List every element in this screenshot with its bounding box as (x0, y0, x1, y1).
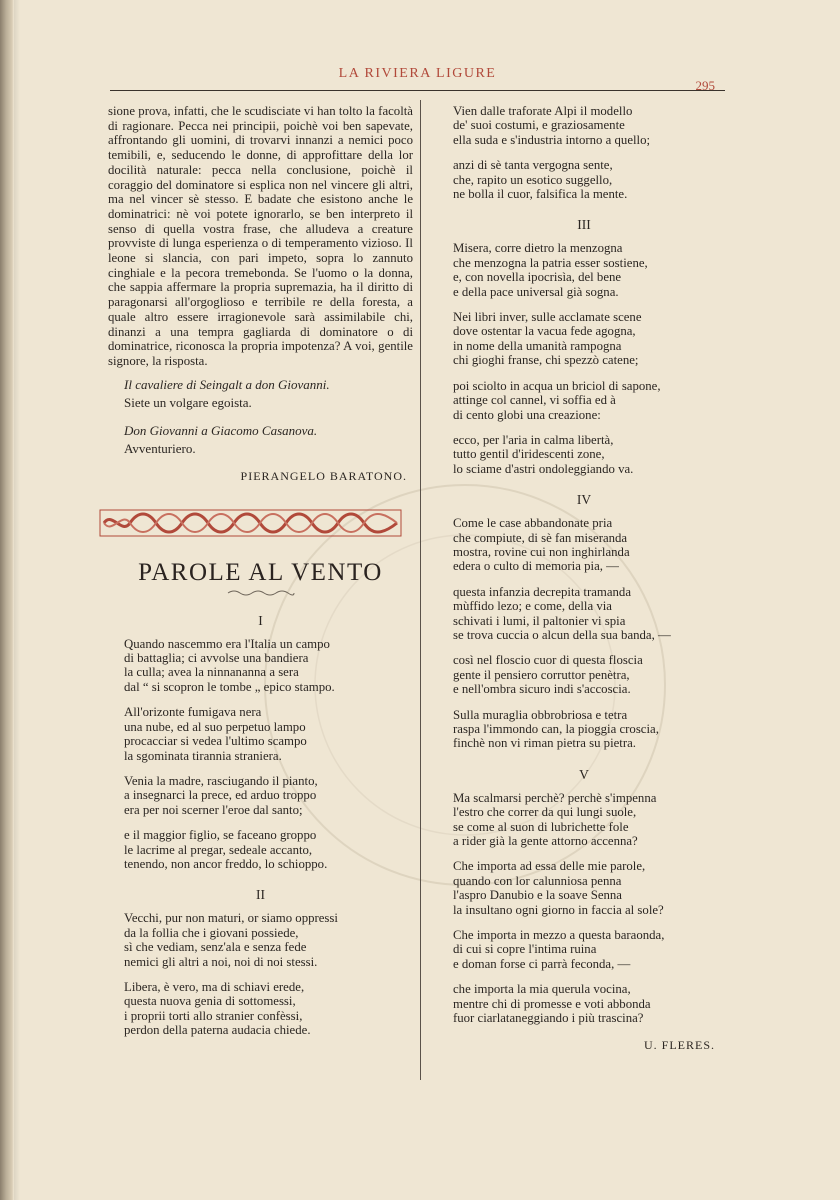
poem-line: Libera, è vero, ma di schiavi erede, (124, 979, 305, 994)
poem-line: mostra, rovine cui non inghirlanda (453, 544, 630, 559)
essay-conclusion-text: sione prova, infatti, che le scudisciate vi han tolto la facoltà di ragionare. Pecca nei principii, poichè voi ben sapevate, affrontando gli uomini, di trovarvi innanzi a nemici poco temibili, e, seducendo le donne, di approfittare della lor docilità naturale: pecca nella conclusione, poichè il coraggio del dominatore si esplica non nel vincere gli altri, ma nel vincer sè stesso. E badate che esistono anche le dominatrici: nè voi potete ignorarlo, se ben interpreto il senso di quella vostra frase, che alludeva a creature provviste di lunga esperienza o di temperamento vizioso. Il leone si slancia, con pari impeto, sopra lo zannuto cinghiale e la pecora tremebonda. Se l'uomo o la donna, che sappia affermare la propria supremazia, ha il diritto di paragonarsi all'orgoglioso e terribile re della foresta, a quale altro essere irragionevole sarà assimilabile chi, dinanzi a una tempra gagliarda di dominatore o di dominatrice, riconosca la propria impotenza? A voi, gentile signore, la risposta. (108, 104, 413, 368)
poem-line: poi sciolto in acqua un briciol di sapone, (453, 378, 661, 393)
title-flourish (226, 589, 296, 597)
poem-line: finchè non vi riman pietra su pietra. (453, 736, 637, 751)
poem-stanza (453, 928, 715, 971)
poem-line: All'orizonte fumigava nera (124, 705, 262, 720)
poem-line: e doman forse ci parrà feconda, — (453, 956, 631, 971)
poem-line: quando con lor calunniosa penna (453, 873, 622, 888)
poem-stanza (453, 653, 715, 696)
poem-line: che compiute, di sè fan miseranda (453, 530, 628, 545)
poem-stanza (453, 585, 715, 643)
running-header (110, 62, 725, 92)
poem-line: tenendo, non ancor freddo, lo schioppo. (124, 856, 328, 871)
poem-line: che importa la mia querula vocina, (453, 982, 631, 997)
dialog-speaker: Don Giovanni a Giacomo Casanova. (124, 422, 318, 438)
poem-stanza (453, 104, 715, 147)
author-signature: U. FLERES. (643, 1037, 715, 1052)
poem-line: gente il pensiero corruttor penètra, (453, 667, 630, 682)
poem-stanza (453, 516, 715, 574)
section-numeral: I (258, 612, 263, 628)
poem-stanza (453, 241, 715, 299)
poem-section (108, 911, 413, 1037)
poem-line: ella suda e s'industria intorno a quello; (453, 132, 651, 147)
poem-line: perdon della paterna audacia chiede. (124, 1023, 311, 1038)
poem-line: procacciar si vedea l'ultimo scampo (124, 734, 307, 749)
poem-line: che menzogna la patria esser sostiene, (453, 255, 648, 270)
poem-line: Che importa in mezzo a questa baraonda, (453, 928, 665, 943)
dialog-reply: Siete un volgare egoista. (124, 394, 252, 410)
poem-stanza (108, 705, 413, 763)
poem-line: schivati i lumi, il paltonier vi spia (453, 613, 626, 628)
poem-stanza (108, 980, 413, 1038)
poem-line: Vien dalle traforate Alpi il modello (453, 104, 633, 118)
poem-line: dove ostentar la vacua fede agogna, (453, 324, 636, 339)
section-numeral: II (256, 887, 265, 903)
poem-stanza (453, 310, 715, 368)
poem-line: Ma scalmarsi perchè? perchè s'impenna (453, 790, 657, 805)
poem-line: la sgominata tirannia straniera. (124, 748, 282, 763)
poem-line: ecco, per l'aria in calma libertà, (453, 432, 614, 447)
author-signature: PIERANGELO BARATONO. (240, 468, 407, 483)
poem-line: la culla; avea la ninnananna a sera (124, 665, 299, 680)
poem-line: era per noi scerner l'eroe dal santo; (124, 802, 303, 817)
poem-line: le lacrime al pregar, sedeale accanto, (124, 842, 313, 857)
poem-title: PAROLE AL VENTO (138, 558, 383, 586)
page-number: 295 (695, 78, 715, 93)
poem-line: a insegnarci la prece, ed arduo troppo (124, 788, 317, 803)
poem-stanza (453, 158, 715, 201)
poem-line: se trova cuccia o alcun della sua banda, — (453, 627, 671, 642)
poem-line: Come le case abbandonate pria (453, 516, 613, 531)
poem-line: anzi di sè tanta vergogna sente, (453, 158, 613, 173)
dialog-reply: Avventuriero. (124, 440, 196, 456)
poem-line: mùffido lezo; e come, della via (453, 599, 612, 614)
poem-line: a rider già la gente attorno accenna? (453, 834, 638, 849)
poem-line: Sulla muraglia obbrobriosa e tetra (453, 707, 628, 722)
poem-line: di cui si copre l'intima ruina (453, 942, 597, 957)
poem-line: una nube, ed al suo perpetuo lampo (124, 719, 306, 734)
poem-section (453, 104, 715, 201)
poem-line: edera o culto di memoria pia, — (453, 559, 619, 574)
right-column (453, 104, 715, 1053)
poem-line: Quando nascemmo era l'Italia un campo (124, 636, 330, 651)
left-column (108, 104, 413, 1049)
poem-line: de' suoi costumi, e graziosamente (453, 118, 625, 133)
poem-line: raspa l'immondo can, la pioggia croscia, (453, 722, 659, 736)
poem-stanza (108, 911, 413, 969)
journal-title: LA RIVIERA LIGURE (338, 66, 497, 81)
dialog-block (108, 377, 413, 457)
poem-stanza (453, 708, 715, 751)
column-divider (420, 100, 421, 1080)
poem-line: l'estro che correr da qui lungi suole, (453, 805, 637, 820)
poem-line: tutto gentil d'iridescenti zone, (453, 447, 605, 462)
poem-line: questa infanzia decrepita tramanda (453, 584, 631, 599)
dialog-speaker: Il cavaliere di Seingalt a don Giovanni. (124, 376, 330, 392)
poem-stanza (453, 379, 715, 422)
poem-line: di battaglia; ci avvolse una bandiera (124, 651, 309, 666)
poem-section (108, 637, 413, 872)
poem-line: mentre chi di promesse e voti abbonda (453, 996, 651, 1011)
page-fold-shadow (14, 0, 20, 1200)
poem-stanza (453, 791, 715, 849)
poem-line: la insultano ogni giorno in faccia al sole? (453, 902, 664, 917)
decorative-ornament-band (98, 506, 403, 540)
poem-section (453, 516, 715, 751)
poem-section (453, 791, 715, 1026)
poem-line: di cento globi una creazione: (453, 407, 601, 422)
poem-stanza (453, 982, 715, 1025)
poem-line: in nome della umanità rampogna (453, 338, 622, 353)
poem-line: se come al suon di lubrichette fole (453, 819, 629, 834)
poem-line: così nel floscio cuor di questa floscia (453, 653, 643, 668)
poem-stanza (108, 637, 413, 695)
poem-section (453, 241, 715, 476)
poem-line: e nell'ombra sicuro indi s'accoscia. (453, 682, 631, 697)
poem-line: ne bolla il cuor, falsifica la mente. (453, 187, 628, 202)
poem-line: e, con novella ipocrisìa, del bene (453, 270, 622, 285)
poem-line: e della pace universal già sogna. (453, 284, 619, 299)
poem-line: lo sciame d'astri ondoleggiando va. (453, 461, 634, 476)
poem-line: Nei libri inver, sulle acclamate scene (453, 310, 642, 325)
poem-stanza (108, 774, 413, 817)
poem-stanza (108, 828, 413, 871)
poem-line: sì che vediam, senz'ala e senza fede (124, 940, 307, 955)
poem-line: dal “ si scopron le tombe „ epico stampo. (124, 679, 335, 694)
poem-stanza (453, 433, 715, 476)
poem-line: i proprii torti allo stranier confèssi, (124, 1008, 303, 1023)
poem-line: e il maggior figlio, se faceano groppo (124, 828, 317, 843)
poem-line: nemici gli altri a noi, noi di noi stessi. (124, 954, 318, 969)
section-numeral: IV (576, 492, 592, 508)
section-numeral: III (577, 217, 591, 233)
poem-line: questa nuova genia di sottomessi, (124, 994, 296, 1009)
poem-line: chi gioghi franse, chi spezzò catene; (453, 353, 639, 368)
poem-line: Misera, corre dietro la menzogna (453, 241, 623, 256)
poem-line: che, rapito un esotico suggello, (453, 172, 613, 187)
page-binding-edge (0, 0, 14, 1200)
poem-line: Che importa ad essa delle mie parole, (453, 859, 646, 874)
poem-line: da la follia che i giovani possiede, (124, 925, 299, 940)
poem-stanza (453, 859, 715, 917)
poem-line: Vecchi, pur non maturi, or siamo oppressi (124, 911, 338, 926)
section-numeral: V (579, 766, 589, 782)
poem-line: Venia la madre, rasciugando il pianto, (124, 773, 318, 788)
header-rule (110, 90, 725, 91)
poem-line: attinge col cannel, vi soffia ed à (453, 393, 616, 408)
poem-line: fuor ciarlataneggiando i più trascina? (453, 1011, 644, 1026)
poem-line: l'aspro Danubio e la soave Senna (453, 888, 622, 903)
